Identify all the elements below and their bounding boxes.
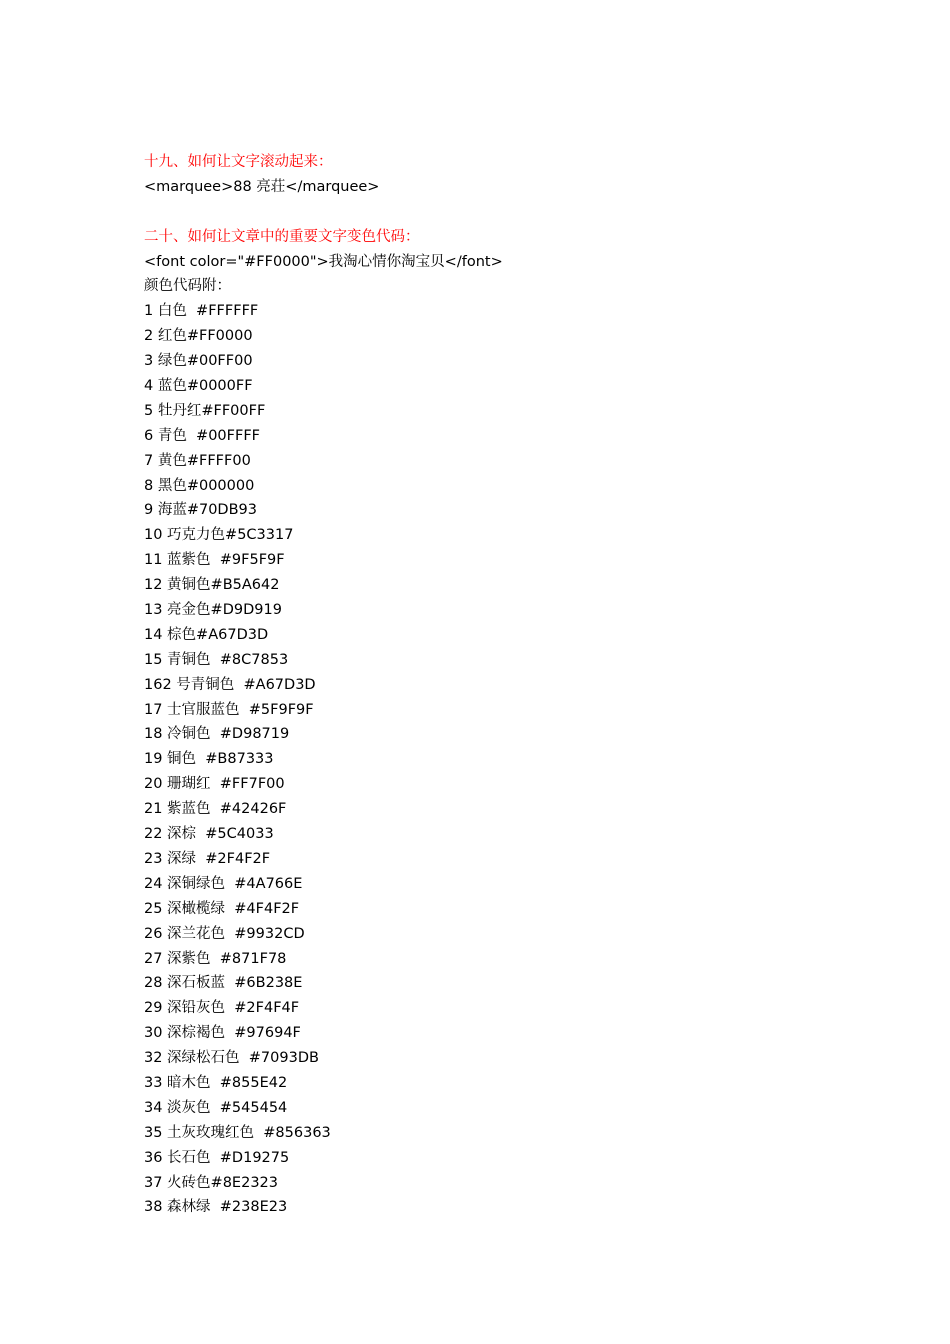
color-list-item: 21 紫蓝色 #42426F bbox=[144, 801, 287, 818]
color-list-item: 15 青铜色 #8C7853 bbox=[144, 651, 289, 668]
color-list-item: 24 深铜绿色 #4A766E bbox=[144, 875, 303, 892]
color-list-item: 8 黑色#000000 bbox=[144, 477, 255, 494]
color-list-item: 20 珊瑚红 #FF7F00 bbox=[144, 776, 285, 793]
color-list-item: 19 铜色 #B87333 bbox=[144, 751, 274, 768]
color-list-item: 27 深紫色 #871F78 bbox=[144, 950, 287, 967]
color-code-list bbox=[144, 299, 864, 1220]
section-19-heading: 十九、如何让文字滚动起来： bbox=[144, 154, 333, 170]
color-list-item: 35 土灰玫瑰红色 #856363 bbox=[144, 1124, 331, 1141]
color-list-item: 13 亮金色#D9D919 bbox=[144, 602, 282, 619]
section-20-heading: 二十、如何让文章中的重要文字变色代码： bbox=[144, 228, 420, 245]
section-19-code: <marquee>88 亮荘</marquee> bbox=[144, 178, 380, 195]
color-list-item: 1 白色 #FFFFFF bbox=[144, 303, 259, 320]
color-list-item: 33 暗木色 #855E42 bbox=[144, 1074, 288, 1091]
color-list-item: 25 深橄榄绿 #4F4F2F bbox=[144, 900, 300, 917]
color-list-item: 10 巧克力色#5C3317 bbox=[144, 527, 294, 544]
color-list-item: 6 青色 #00FFFF bbox=[144, 427, 261, 444]
color-list-item: 14 棕色#A67D3D bbox=[144, 626, 269, 643]
color-list-item: 36 长石色 #D19275 bbox=[144, 1149, 290, 1166]
color-list-item: 2 红色#FF0000 bbox=[144, 328, 253, 345]
color-list-item: 30 深棕褐色 #97694F bbox=[144, 1025, 301, 1042]
section-20-code: <font color="#FF0000">我淘心情你淘宝贝</font> bbox=[144, 253, 503, 270]
color-list-item: 18 冷铜色 #D98719 bbox=[144, 726, 290, 743]
document-body bbox=[144, 150, 864, 1220]
color-list-item: 32 深绿松石色 #7093DB bbox=[144, 1050, 319, 1067]
color-list-item: 23 深绿 #2F4F2F bbox=[144, 850, 271, 867]
color-list-item: 38 森林绿 #238E23 bbox=[144, 1199, 288, 1216]
color-list-item: 3 绿色#00FF00 bbox=[144, 353, 253, 370]
color-list-item: 9 海蓝#70DB93 bbox=[144, 502, 257, 519]
color-list-item: 28 深石板蓝 #6B238E bbox=[144, 975, 303, 992]
color-list-item: 162 号青铜色 #A67D3D bbox=[144, 676, 316, 693]
color-list-item: 26 深兰花色 #9932CD bbox=[144, 925, 305, 942]
color-list-item: 37 火砖色#8E2323 bbox=[144, 1174, 278, 1191]
color-list-item: 29 深铅灰色 #2F4F4F bbox=[144, 1000, 300, 1017]
color-list-item: 12 黄铜色#B5A642 bbox=[144, 577, 280, 594]
color-list-item: 5 牡丹红#FF00FF bbox=[144, 402, 266, 419]
paragraph-gap bbox=[144, 200, 864, 225]
color-list-item: 4 蓝色#0000FF bbox=[144, 378, 253, 395]
color-list-item: 11 蓝紫色 #9F5F9F bbox=[144, 552, 285, 569]
color-list-item: 17 士官服蓝色 #5F9F9F bbox=[144, 701, 314, 718]
color-list-item: 7 黄色#FFFF00 bbox=[144, 452, 251, 469]
color-list-item: 34 淡灰色 #545454 bbox=[144, 1099, 288, 1116]
color-list-item: 22 深棕 #5C4033 bbox=[144, 826, 274, 843]
color-appendix-label: 颜色代码附： bbox=[144, 278, 231, 295]
